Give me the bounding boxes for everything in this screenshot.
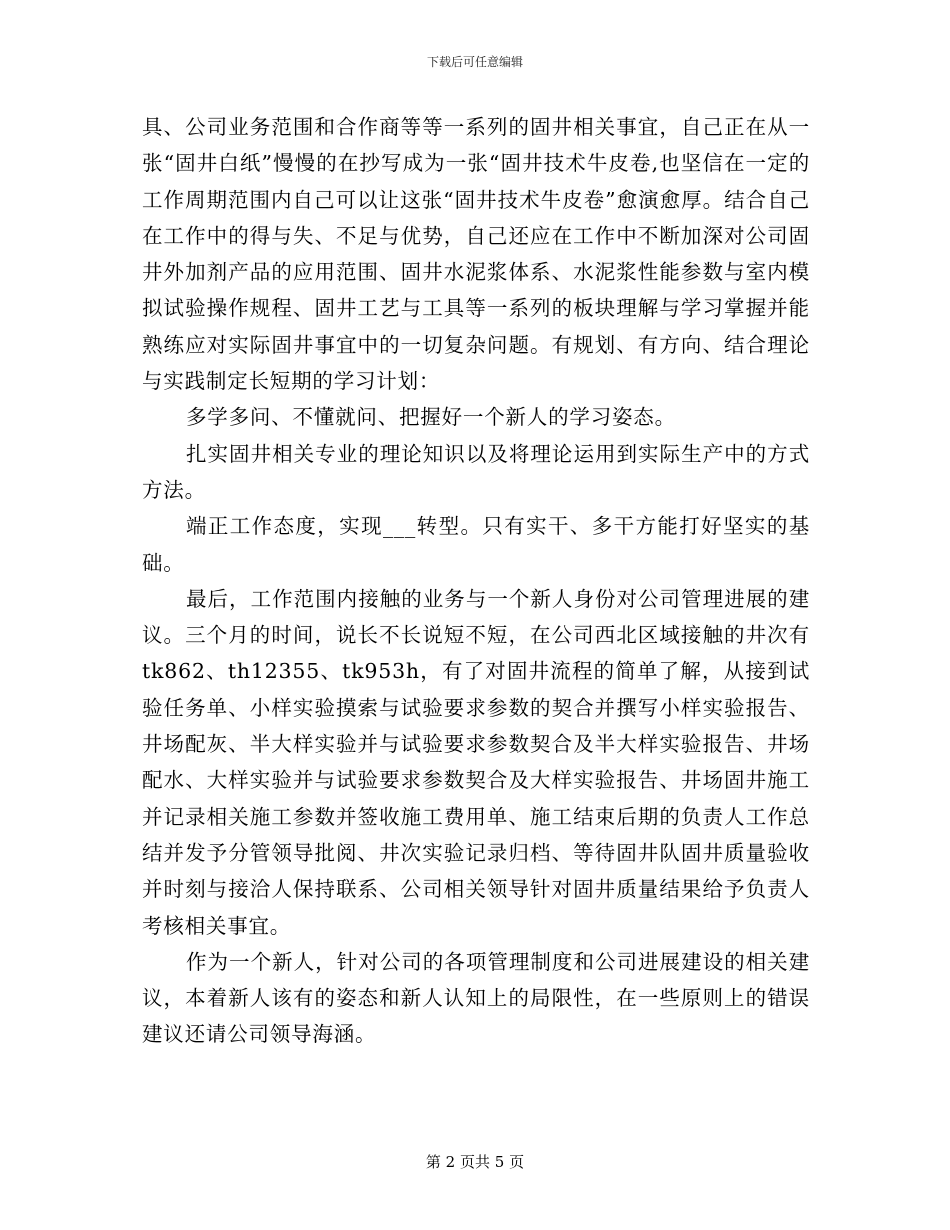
page-header: 下载后可任意编辑 [426,55,523,69]
document-body [142,109,810,1053]
paragraph-learning-attitude: 多学多问、不懂就问、把握好一个新人的学习姿态。 [186,405,676,430]
paragraph-continuation: 具、公司业务范围和合作商等等一系列的固井相关事宜，自己正在从一张“固井白纸”慢慢的在抄写成为一张“固井技术牛皮卷,也坚信在一定的工作周期范围内自己可以让这张“固井技术牛皮卷”愈演愈厚。结合自己在工作中的得与失、不足与优势，自己还应在工作中不断加深对公司固井外加剂产品的应用范围、固井水泥浆体系、水泥浆性能参数与室内模拟试验操作规程、固井工艺与工具等一系列的板块理解与学习掌握并能熟练应对实际固井事宜中的一切复杂问题。有规划、有方向、结合理论与实践制定长短期的学习计划： [142,115,810,394]
paragraph-closing: 作为一个新人，针对公司的各项管理制度和公司进展建设的相关建议，本着新人该有的姿态和新人认知上的局限性，在一些原则上的错误建议还请公司领导海涵。 [142,949,810,1047]
paragraph-theory-knowledge: 扎实固井相关专业的理论知识以及将理论运用到实际生产中的方式方法。 [142,441,810,502]
paragraph-work-attitude: 端正工作态度，实现___转型。只有实干、多干方能打好坚实的基础。 [142,514,810,575]
page-number: 第 2 页共 5 页 [425,1153,525,1171]
paragraph-management-suggestions: 最后，工作范围内接触的业务与一个新人身份对公司管理进展的建议。三个月的时间，说长不长说短不短，在公司西北区域接触的井次有 tk862、th12355、tk953h，有了对固井流程的简单了解，从接到试验任务单、小样实验摸索与试验要求参数的契合并撰写小样实验报告、井场配灰、半大样实验并与试验要求参数契合及半大样实验报告、井场配水、大样实验并与试验要求参数契合及大样实验报告、井场固井施工并记录相关施工参数并签收施工费用单、施工结束后期的负责人工作总结并发予分管领导批阅、井次实验记录归档、等待固井队固井质量验收并时刻与接洽人保持联系、公司相关领导针对固井质量结果给予负责人考核相关事宜。 [142,586,810,938]
